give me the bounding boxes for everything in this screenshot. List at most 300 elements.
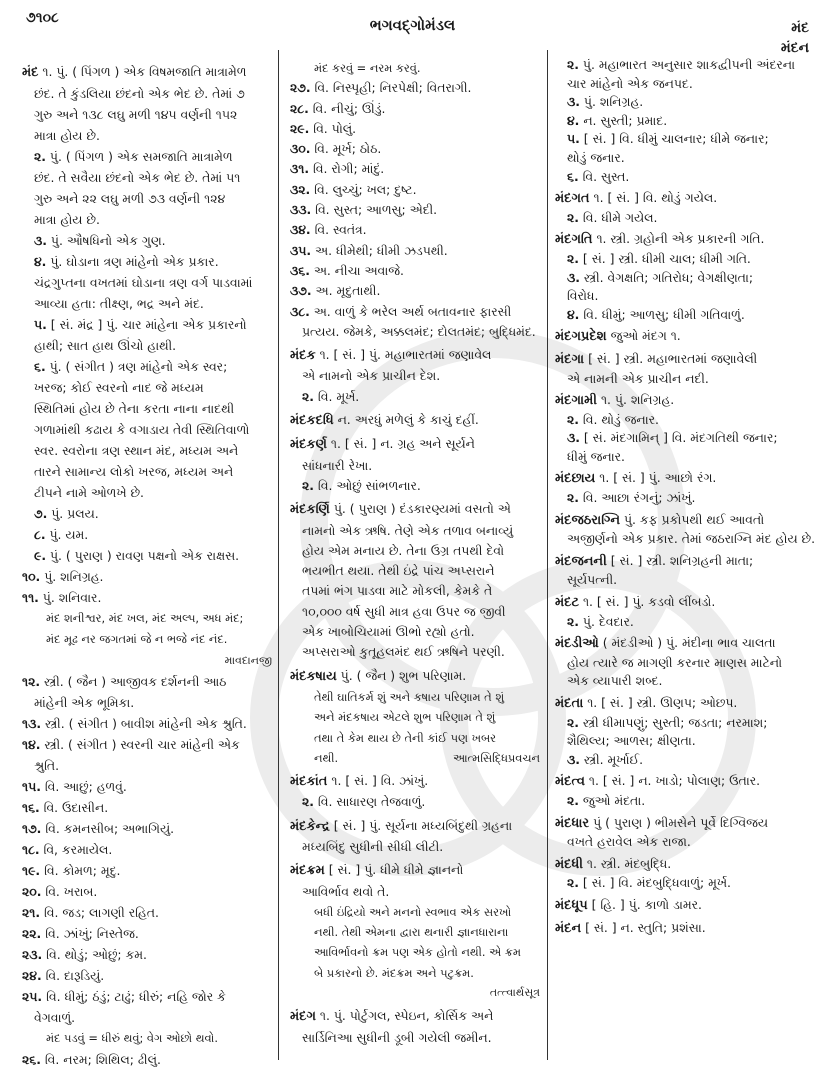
sense-number: ૧૦. (22, 569, 41, 584)
sense-number: ૩૪. (290, 222, 311, 238)
entry-line (555, 874, 817, 893)
entry-line (22, 902, 272, 923)
entry-line (555, 751, 817, 770)
definition-text: થોડું જનાર. (567, 149, 625, 165)
entry-line (555, 672, 817, 691)
definition-text: એ નામનો એક પ્રાચીન દેશ. (302, 368, 441, 384)
headword: મંદજનની (555, 553, 607, 569)
sense-number: ૨. (567, 490, 579, 506)
definition-text: વિ. ખરાબ. (41, 884, 98, 899)
sense-number: ૨. (34, 149, 46, 164)
entry-line (290, 302, 540, 322)
definition-text: વખતે હરાવેલ એક રાજા. (567, 834, 691, 850)
sense-number: ૨૬. (22, 1052, 41, 1067)
definition-text: સ્ત્રી. વેગક્ષતિ; ગતિરોધ; વેગક્ષીણતા; (579, 269, 754, 285)
entry-headline (555, 593, 817, 613)
definition-text: સાંધનારી રેખા. (302, 457, 373, 473)
definition-text: વિ. રોગી; માંદું. (309, 161, 385, 177)
entry-line (22, 398, 272, 419)
definition-text: પું. ( પિંગળ ) એક સમજાતિ માત્રામેળ (45, 149, 233, 164)
sense-number: ૨. (567, 250, 579, 266)
definition-text: ખરજ; કોઈ સ્વરનો નાદ જે મધ્યમ (34, 380, 204, 395)
page-number: ૭૧૦૮ (26, 10, 59, 26)
entry-line (22, 608, 272, 629)
definition-text: હાથી; સાત હાથ ઊંચો હાથી. (34, 338, 177, 353)
definition-text: ૧. પું. ( પિંગળ ) એક વિષમજાતિ માત્રામેળ (38, 64, 247, 79)
entry-line (22, 944, 272, 965)
entry-line (290, 942, 540, 962)
definition-text: ન. અરધું મળેલું કે કાચું દહીં. (333, 412, 479, 428)
entry-headline (555, 634, 817, 654)
entry-line (290, 99, 540, 119)
entry-line (290, 963, 540, 983)
definition-text: આવિર્ભાવનો ક્રમ પણ એક હોતો નથી. એ ક્રમ (314, 945, 521, 960)
entry-line (555, 130, 817, 149)
definition-text: એક ખાબોચિયામાં ઊભો રહ્યો હતો. (302, 624, 475, 640)
entry-line (22, 734, 272, 755)
entry-line (290, 476, 540, 496)
sense-number: ૨૫. (22, 989, 43, 1004)
entry-line (22, 986, 272, 1007)
entry-line (22, 314, 272, 335)
definition-text: પું. યમ. (45, 527, 89, 542)
definition-text: વેગવાળું. (34, 1010, 76, 1025)
sense-number: ૫. (567, 131, 580, 147)
definition-text: પું. કફ પ્રકોપથી થઈ આવતો (620, 511, 765, 527)
entry-line (22, 356, 272, 377)
headword: મંદજઠરાગ્નિ (555, 512, 621, 528)
entry-line (290, 882, 540, 902)
entry-line (22, 293, 272, 314)
entry-headline (555, 189, 817, 209)
definition-text: બે પ્રકારનો છે. મંદક્રમ અને પટુક્રમ. (314, 965, 474, 980)
definition-text: પું. ( જૈન ) શુભ પરિણામ. (336, 667, 467, 683)
definition-text: તપમાં ભંગ પાડવા માટે મોકલી, કેમકે તે (302, 583, 493, 599)
entry-headline (555, 327, 817, 347)
headword: મંદતા (555, 696, 584, 711)
headword: મંદકર્ણ (290, 437, 327, 453)
definition-text: [ સં. ] સ્ત્રી. મહાભારતમાં જણાવેલી (584, 350, 758, 366)
entry-line (555, 530, 817, 549)
entry-line (555, 448, 817, 467)
definition-text: વિ. આછું; હળવું. (40, 779, 127, 794)
entry-line (22, 755, 272, 776)
sense-number: ૩. (567, 751, 580, 767)
sense-number: ૨૭. (290, 80, 311, 96)
definition-text: વિ. નીચું; ઊંડું. (308, 100, 386, 116)
entry-line (555, 714, 817, 733)
entry-line (555, 429, 817, 448)
definition-text: [ સં. મંદગામિન્ ] વિ. મંદગતિથી જનાર; (579, 430, 778, 446)
entry-line (22, 167, 272, 188)
entry-line (555, 792, 817, 811)
definition-text: વિ. ઝાંખું; નિસ્તેજ. (41, 926, 139, 941)
sense-number: ૩૩. (290, 202, 312, 218)
entry-line (22, 923, 272, 944)
definition-text: પું. મહાભારત અનુસાર શાકદ્વીપની અંદરના (578, 57, 796, 72)
entry-line (22, 1028, 272, 1049)
entry-line (290, 581, 540, 601)
definition-text: સૂર્યપત્ની. (567, 572, 618, 588)
definition-text: વિ. ધીમું; આળસુ; ધીમી ગતિવાળું. (579, 306, 745, 322)
definition-text: વિ. ધીમે ગયેલ. (578, 209, 658, 225)
definition-text: વિ. દારૂડિયું. (41, 968, 105, 983)
definition-text: મંદ પડવું = ધીરું થવું; વેગ ઓછો થવો. (46, 1031, 219, 1045)
sense-number: ૨૨. (22, 926, 42, 941)
headword: મંદક્રમ (290, 863, 325, 879)
definition-text: સ્ત્રી. મૂર્ખાઈ. (579, 751, 644, 767)
entry-line (22, 566, 272, 587)
definition-text: [ સં. મંદ્ર ] પું. ચાર માંહેના એક પ્રકારનો (46, 317, 247, 332)
headword: મંદ (22, 65, 39, 80)
definition-text: તત્ત્વાર્થસૂત્ર (489, 986, 540, 1000)
entry-line (290, 78, 540, 98)
sense-number: ૪. (34, 254, 47, 269)
sense-number: ૨. (567, 875, 579, 891)
definition-text: અને મંદકષાય એટલે શુભ પરિણામ તે શું (314, 710, 496, 725)
definition-text: ૧. [ સં. ] પું. આછો રંગ. (595, 470, 717, 486)
definition-text: ૧. પું. પોર્ટુગલ, સ્પેઇન, કોર્સિક અને (315, 1008, 494, 1024)
definition-text: ૧. સ્ત્રી. ગ્રહોની એક પ્રકારની ગતિ. (592, 231, 765, 247)
sense-number: ૩૧. (290, 161, 310, 177)
definition-text: બધી ઇંદ્રિયો અને મનનો સ્વભાવ એક સરખો (314, 904, 512, 919)
quote-source (290, 983, 540, 1003)
definition-text: વિ. ધીમું; ઠંડું; ટાઢું; ધીરું; નહિ જોર કે (42, 989, 226, 1004)
entry-line (22, 797, 272, 818)
definition-text: તારને સામાન્ય લોકો ખરજ, મધ્યમ અને (34, 464, 234, 479)
entry-line (22, 1007, 272, 1028)
entry-line (290, 456, 540, 476)
entry-headline (290, 434, 540, 455)
definition-text: શ્રુતિ. (34, 758, 60, 773)
entry-line (22, 419, 272, 440)
definition-text: ૧. પું. શનિગ્રહ. (597, 392, 675, 408)
entry-line (555, 732, 817, 751)
definition-text: પું. પ્રલય. (47, 506, 99, 521)
headword: મંદગા (555, 351, 585, 367)
entry-line (22, 482, 272, 503)
entry-line (555, 149, 817, 168)
entry-line (22, 461, 272, 482)
sense-number: ૨. (567, 792, 579, 808)
definition-text: નથી. તેથી એમના દ્વારા થનારી જ્ઞાનધારાના (314, 925, 509, 940)
definition-text: વિ. નિસ્પૃહી; નિરપેક્ષી; વિતરાગી. (310, 80, 472, 96)
headword: મંદછાય (555, 471, 596, 487)
definition-text: વિ. સ્વતંત્ર. (310, 222, 367, 238)
entry-line (555, 209, 817, 228)
definition-text: વિ. નરમ; શિથિલ; ઢીલું. (40, 1052, 161, 1067)
entry-line (290, 220, 540, 240)
sense-number: ૪. (567, 112, 580, 128)
definition-text: ચંદ્રગુપ્તના વખતમાં ઘોડાના ત્રણ વર્ગ પાડવામાં (34, 275, 253, 290)
definition-text: નામનો એક ઋષિ. તેણે એક તળાવ બનાવ્યું (302, 522, 514, 538)
entry-line (555, 75, 817, 94)
sense-number: ૨. (302, 388, 314, 404)
definition-text: માત્રા હોય છે. (34, 212, 100, 227)
entry-line (22, 965, 272, 986)
column-divider (547, 50, 548, 1060)
sense-number: ૭. (34, 506, 48, 521)
definition-text: અ. મૃદુતાથી. (311, 283, 381, 299)
headword: મંદકાંત (290, 774, 328, 790)
definition-text: છંદ. તે સવૈયા છંદનો એક ભેદ છે. તેમાં ૫૧ (34, 170, 241, 185)
definition-text: સાર્ડિનિઆ સુધીની ડૂબી ગયેલી જમીન. (302, 1029, 492, 1045)
entry-headline (290, 771, 540, 792)
definition-text: પું. ઔષધિનો એક ગુણ. (46, 233, 166, 248)
definition-text: ( મંદડીઓ ) પું. મંદીના ભાવ ચાલતા (598, 635, 776, 651)
entry-line (290, 322, 540, 342)
definition-text: ૧. [ સં. ] ન. ખાડો; પોલાણ; ઉતાર. (584, 773, 761, 789)
sense-number: ૯. (34, 548, 47, 563)
entry-line (22, 776, 272, 797)
sense-number: ૪. (567, 306, 580, 322)
definition-text: વિ. થોડું; ઓછું; કમ. (42, 947, 147, 962)
entry-line (22, 1049, 272, 1070)
definition-text: પું. શનિવાર. (38, 590, 102, 605)
entry-line (290, 642, 540, 662)
entry-line (290, 119, 540, 139)
entry-line (290, 687, 540, 707)
entry-headline (555, 469, 817, 489)
entry-headline (290, 499, 540, 520)
definition-text: સ્ત્રી. ( જૈન ) આજીવક દર્શનની આઠ (40, 674, 227, 689)
definition-text: માત્રા હોય છે. (34, 128, 100, 143)
definition-text: વિ. લુચ્ચું; ખલ; દુષ્ટ. (310, 181, 417, 197)
entry-line (290, 521, 540, 541)
entry-headline (290, 860, 540, 881)
sense-number: ૩૨. (290, 181, 311, 197)
entry-line (290, 602, 540, 622)
entry-headline (555, 694, 817, 714)
sense-number: ૨. (567, 613, 579, 629)
definition-text: નથી. (314, 750, 339, 765)
definition-text: ટીપને નામે ઓળખે છે. (34, 485, 144, 500)
definition-text: પું. ( સંગીત ) ત્રણ માંહેનો એક સ્વર; (45, 359, 228, 374)
definition-text: પું. ઘોડાના ત્રણ માંહેનો એક પ્રકાર. (46, 254, 219, 269)
sense-number: ૧૩. (22, 716, 42, 731)
definition-text: હોય ત્યારે જ માગણી કરનાર માણસ માટેનો (567, 654, 783, 670)
entry-headline (555, 511, 817, 531)
definition-text: ૧. [ સં. ] ન. ગ્રહ અને સૂર્યને (326, 436, 475, 452)
definition-text: વિ. ઓછું સાંભળનાર. (313, 477, 421, 493)
headword: મંદકષાય (290, 668, 337, 684)
entry-line (22, 587, 272, 608)
definition-text: વિ, કરમાયેલ. (39, 842, 113, 857)
entry-line (290, 241, 540, 261)
sense-number: ૧૮. (22, 842, 40, 857)
definition-text: વિ. સાધારણ તેજવાળું. (313, 794, 426, 810)
sense-number: ૩૭. (290, 283, 312, 299)
entry-line (290, 387, 540, 407)
entry-line (22, 629, 272, 650)
entry-line (290, 707, 540, 727)
entry-line (290, 139, 540, 159)
definition-text: જુઓ મંદતા. (578, 792, 646, 808)
entry-line (22, 251, 272, 272)
entry-headline (555, 814, 817, 834)
definition-text: ૧૦,૦૦૦ વર્ષ સુધી માત્ર હવા ઉપર જ જીવી (302, 603, 506, 619)
entry-headline (555, 350, 817, 370)
definition-text: માંહેની એક ભૂમિકા. (34, 695, 135, 710)
entry-line (22, 209, 272, 230)
headword: મંદગત (555, 191, 590, 207)
definition-text: [ સં. ] પું. ધીમે ધીમે જ્ઞાનનો (324, 862, 464, 878)
definition-text: મધ્યબિંદુ સુધીની સીધી લીટી. (302, 838, 444, 854)
entry-line (555, 168, 817, 187)
entry-line (22, 377, 272, 398)
definition-text: વિ. આછા રંગનું; ઝાંખું. (578, 490, 696, 506)
definition-text: પું. ( પુરાણ ) રાવણ પક્ષનો એક રાક્ષસ. (46, 548, 240, 563)
definition-text: વિરોધ. (567, 288, 599, 304)
entry-line (22, 440, 272, 461)
sense-number: ૨. (567, 714, 579, 730)
entry-line (290, 748, 540, 768)
dictionary-column-2 (290, 58, 540, 1048)
entry-line (22, 692, 272, 713)
definition-text: ગુરુ અને ૧૩૮ લઘુ મળી ૧૪૫ વર્ણની ૧૫૨ (34, 107, 238, 122)
column-divider (278, 50, 279, 1060)
entry-line (22, 524, 272, 545)
entry-line (22, 104, 272, 125)
definition-text: આવિર્ભાવ થવો તે. (302, 883, 390, 899)
definition-text: [ સં. ] વિ. મંદબુદ્ધિવાળું; મૂર્ખ. (578, 875, 731, 891)
sense-number: ૧૪. (22, 737, 41, 752)
definition-text: ૧. [ સં. ] પું. કડવો લીંબડો. (579, 594, 716, 610)
entry-headline (290, 1006, 540, 1027)
definition-text: વિ. મૂર્ખ; ઠોઠ. (310, 141, 382, 157)
entry-line (555, 250, 817, 269)
entry-line (22, 503, 272, 524)
sense-number: ૨૪. (22, 968, 42, 983)
definition-text: [ સં. ] સ્ત્રી. ધીમી ચાલ; ધીમી ગતિ. (578, 250, 751, 266)
headword: મંદકેન્દ્ર (290, 818, 330, 834)
definition-text: ચાર માંહેનો એક જનપદ. (567, 75, 693, 91)
headword: મંદગતિ (555, 232, 593, 248)
sense-number: ૧૨. (22, 674, 41, 689)
headword: મંદટ (555, 595, 580, 611)
entry-line (290, 922, 540, 942)
sense-number: ૨. (302, 794, 314, 810)
sense-number: ૬. (567, 168, 579, 184)
entry-line (22, 230, 272, 251)
entry-line (290, 622, 540, 642)
definition-text: પું. ( પુરાણ ) દંડકારણ્યમાં વસતો એ (329, 501, 511, 517)
entry-line (555, 654, 817, 673)
entry-line (555, 833, 817, 852)
sense-number: ૨. (567, 57, 579, 72)
sense-number: ૧૯. (22, 863, 41, 878)
definition-text: ૧. [ સં. ] સ્ત્રી. ઊણપ; ઓછપ. (583, 695, 738, 710)
entry-headline (555, 772, 817, 792)
sense-number: ૫. (34, 317, 47, 332)
definition-text: સ્ત્રી. ( સંગીત ) સ્વરની ચાર માંહેની એક (40, 737, 240, 752)
sense-number: ૨૮. (290, 100, 309, 116)
sense-number: ૨. (567, 209, 579, 225)
entry-line (22, 272, 272, 293)
entry-headline (290, 345, 540, 366)
headword: મંદધૂપ (555, 897, 588, 913)
definition-text: વિ. કમનસીબ; અભાગિયું. (41, 821, 175, 836)
headword: મંદન (555, 920, 582, 936)
definition-text: સ્ત્રી ધીમાપણું; સુસ્તી; જડતા; નરમાશ; (578, 714, 768, 730)
entry-line (290, 281, 540, 301)
entry-headline (555, 230, 817, 250)
entry-line (555, 370, 817, 389)
entry-line (555, 56, 817, 75)
entry-headline (22, 61, 272, 83)
sense-number: ૩. (567, 269, 580, 285)
definition-text: અપ્સરાઓ કુતૂહલમંદ થઈ ઋષિને પરણી. (302, 644, 505, 660)
dictionary-column-1 (22, 58, 272, 1070)
entry-line (555, 269, 817, 288)
entry-line (555, 112, 817, 131)
entry-line (22, 146, 272, 167)
quote-source: આત્મસિદ્ધિપ્રવચન (453, 750, 540, 765)
entry-line (22, 860, 272, 881)
sense-number: ૩૫. (290, 242, 312, 258)
definition-text: વિ. થોડું જનાર. (578, 411, 659, 427)
headword: મંદધી (555, 856, 583, 872)
headword: મંદકર્ણિ (290, 502, 330, 518)
entry-line (290, 837, 540, 857)
definition-text: ૧. [ સં. ] વિ. ઝાંખું. (327, 773, 429, 789)
sense-number: ૨. (302, 477, 314, 493)
definition-text: પું. શનિગ્રહ. (40, 569, 104, 584)
definition-text: સ્ત્રી. ( સંગીત ) બાવીશ માંહેની એક શ્રુતિ. (41, 716, 247, 731)
entry-line (290, 200, 540, 220)
entry-headline (555, 896, 817, 916)
definition-text: પ્રત્યય. જેમકે, અક્કલમંદ; દોલતમંદ; બુદ્ધિમંદ. (302, 323, 536, 339)
definition-text: અ. વાળું કે ભરેલ અર્થ બતાવનાર ફારસી (309, 303, 512, 319)
definition-text: [ હિ. ] પું. કાળો ડામર. (587, 896, 702, 912)
entry-line (22, 188, 272, 209)
sense-number: ૨૧. (22, 905, 41, 920)
definition-text: મંદ મૂઢ નર જગતમાં જે ન ભજે નંદ નંદ. (46, 632, 228, 646)
entry-line (290, 561, 540, 581)
entry-line (555, 489, 817, 508)
headword: મંદકદધિ (290, 413, 334, 429)
entry-headline (290, 666, 540, 687)
definition-text: એ નામની એક પ્રાચીન નદી. (567, 370, 709, 386)
guide-word-first: મંદ (791, 20, 809, 36)
entry-line (290, 366, 540, 386)
entry-line (22, 335, 272, 356)
definition-text: [ સં. ] સ્ત્રી. શનિગ્રહની માતા; (606, 552, 754, 568)
sense-number: ૩૦. (290, 141, 311, 157)
headword: મંદડીઓ (555, 636, 599, 652)
headword: મંદધાર (555, 815, 590, 831)
sense-number: ૨. (567, 411, 579, 427)
entry-line (555, 613, 817, 632)
definition-text: અ. નીચા અવાજે. (309, 262, 404, 278)
entry-line (555, 287, 817, 306)
entry-line (555, 306, 817, 325)
entry-headline (555, 391, 817, 411)
entry-headline (555, 919, 817, 939)
entry-line (22, 671, 272, 692)
definition-text: ૧. [ સં. ] વિ. થોડું ગયેલ. (589, 190, 718, 206)
definition-text: વિ. પોલું. (309, 120, 357, 136)
definition-text: એક વ્યાપારી શબ્દ. (567, 673, 663, 689)
headword: મંદત્વ (555, 774, 585, 790)
sense-number: ૨૦. (22, 884, 42, 899)
definition-text: પું ( પુરાણ ) ભીમસેને પૂર્વે દિગ્વિજય (589, 814, 769, 830)
entry-line (290, 792, 540, 812)
sense-number: ૬. (34, 359, 46, 374)
sense-number: ૧૬. (22, 800, 40, 815)
quote-source (22, 650, 272, 671)
definition-text: શૈથિલ્ય; આળસ; ક્ષીણતા. (567, 733, 696, 749)
